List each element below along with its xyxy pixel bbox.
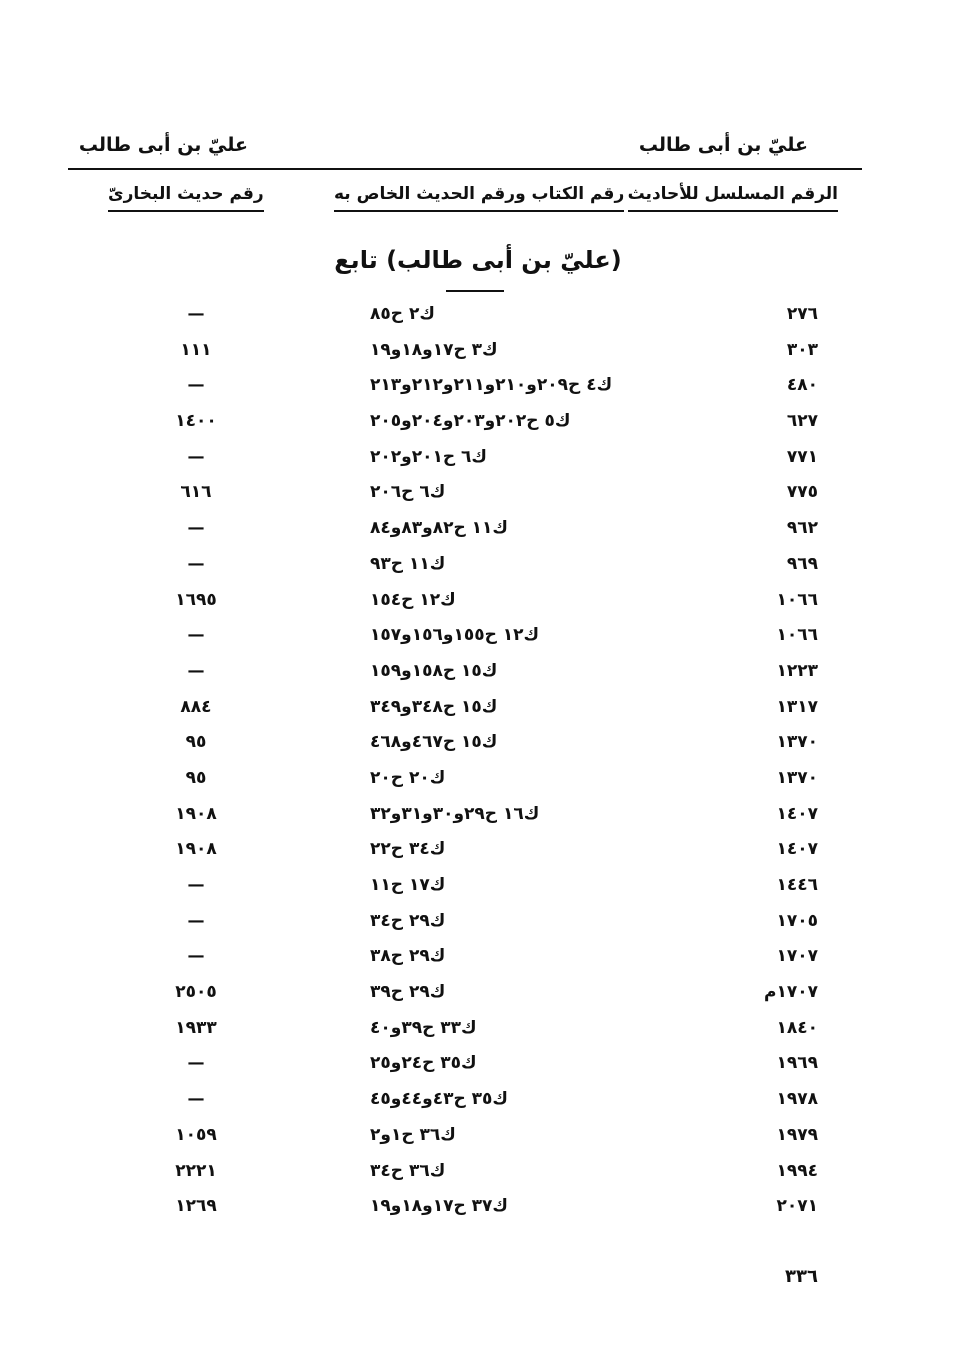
table-row <box>0 1083 956 1119</box>
running-head-right: عليّ بن أبى طالب <box>638 134 808 156</box>
table-row <box>0 512 956 548</box>
book-ref-cell: ك١١ ح٩٣ <box>370 553 446 574</box>
table-row <box>0 334 956 370</box>
book-ref-cell: ك٣٧ ح١٧و١٨و١٩ <box>370 1196 508 1217</box>
serial-cell: ١٩٩٤ <box>776 1160 818 1181</box>
serial-cell: ١٤٠٧ <box>776 839 818 860</box>
table-row <box>0 1119 956 1155</box>
book-ref-cell: ك١٧ ح١١ <box>370 875 446 895</box>
bukhari-cell: — <box>187 375 205 396</box>
table-row <box>0 940 956 976</box>
table-row <box>0 833 956 869</box>
bukhari-cell: — <box>187 625 205 646</box>
table-row <box>0 1190 956 1226</box>
serial-cell: ١٤٠٧ <box>776 803 818 824</box>
book-ref-cell: ك١٢ ح١٥٤ <box>370 589 456 610</box>
bukhari-cell: — <box>187 304 205 324</box>
running-head-left: عليّ بن أبى طالب <box>78 134 248 156</box>
book-ref-cell: ك١٥ ح٤٦٧و٤٦٨ <box>370 732 498 753</box>
bukhari-cell: — <box>187 553 205 574</box>
table-row <box>0 619 956 655</box>
column-header-bukhari: رقم حديث البخارىّ <box>108 184 264 212</box>
serial-cell: ٢٧٦ <box>786 304 818 324</box>
table-row <box>0 798 956 834</box>
serial-cell: ١٨٤٠ <box>776 1017 818 1038</box>
bukhari-cell: ٩٥ <box>185 732 207 753</box>
table-row <box>0 548 956 584</box>
book-ref-cell: ك٢٩ ح٣٤ <box>370 910 446 931</box>
bukhari-cell: — <box>187 660 205 681</box>
bukhari-cell: ١٢٦٩ <box>175 1196 217 1217</box>
serial-cell: ٣٠٣ <box>786 339 818 360</box>
serial-cell: ٦٢٧ <box>786 411 818 432</box>
table-row <box>0 905 956 941</box>
section-title-underline <box>446 290 504 292</box>
serial-cell: ٧٧٥ <box>786 482 818 503</box>
book-ref-cell: ك١٦ ح٢٩و٣٠و٣١و٣٢ <box>370 803 540 824</box>
bukhari-cell: — <box>187 446 205 467</box>
serial-cell: ٧٧١ <box>786 446 818 467</box>
table-row <box>0 1155 956 1191</box>
book-ref-cell: ك١٥ ح٣٤٨و٣٤٩ <box>370 696 498 717</box>
table-row <box>0 441 956 477</box>
book-ref-cell: ك٢٩ ح٣٩ <box>370 982 446 1003</box>
bukhari-cell: ٢٥٠٥ <box>175 982 217 1003</box>
hadith-table <box>0 298 956 1226</box>
bukhari-cell: — <box>187 518 205 539</box>
bukhari-cell: — <box>187 1053 205 1074</box>
bukhari-cell: — <box>187 875 205 895</box>
book-ref-cell: ك٢ ح٨٥ <box>370 304 435 324</box>
table-row <box>0 976 956 1012</box>
book-ref-cell: ك١٢ ح١٥٥و١٥٦و١٥٧ <box>370 625 540 646</box>
book-ref-cell: ك٢٩ ح٣٨ <box>370 946 446 967</box>
bukhari-cell: ٩٥ <box>185 767 207 788</box>
bukhari-cell: ١٠٥٩ <box>175 1124 217 1145</box>
bukhari-cell: ٨٨٤ <box>180 696 212 717</box>
page-number: ٣٣٦ <box>785 1266 818 1287</box>
table-row <box>0 655 956 691</box>
table-row <box>0 762 956 798</box>
serial-cell: ١٤٤٦ <box>776 875 818 895</box>
bukhari-cell: — <box>187 1089 205 1110</box>
serial-cell: ٢٠٧١ <box>776 1196 818 1217</box>
table-row <box>0 869 956 905</box>
bukhari-cell: ١٩٠٨ <box>175 803 217 824</box>
serial-cell: ١٣١٧ <box>776 696 818 717</box>
book-ref-cell: ك٢٠ ح٢٠ <box>370 767 446 788</box>
bukhari-cell: ١٩٣٣ <box>175 1017 217 1038</box>
book-ref-cell: ك٣٥ ح٢٤و٢٥ <box>370 1053 477 1074</box>
column-header-serial: الرقم المسلسل للأحاديث <box>628 184 838 212</box>
table-row <box>0 726 956 762</box>
book-ref-cell: ك٣٥ ح٤٣و٤٤و٤٥ <box>370 1089 508 1110</box>
table-row <box>0 1012 956 1048</box>
book-ref-cell: ك٤ ح٢٠٩و٢١٠و٢١١و٢١٢و٢١٣ <box>370 375 613 396</box>
book-ref-cell: ك٣ ح١٧و١٨و١٩ <box>370 339 498 360</box>
serial-cell: ١٠٦٦ <box>776 589 818 610</box>
book-ref-cell: ك٣٤ ح٢٢ <box>370 839 446 860</box>
table-row <box>0 298 956 334</box>
bukhari-cell: ١٦٩٥ <box>175 589 217 610</box>
book-ref-cell: ك٣٦ ح١و٢ <box>370 1124 456 1145</box>
book-ref-cell: ك١٥ ح١٥٨و١٥٩ <box>370 660 498 681</box>
table-row <box>0 584 956 620</box>
serial-cell: ١٧٠٧م <box>764 982 818 1003</box>
book-ref-cell: ك١١ ح٨٢و٨٣و٨٤ <box>370 518 508 539</box>
book-ref-cell: ك٥ ح٢٠٢و٢٠٣و٢٠٤و٢٠٥ <box>370 411 571 432</box>
serial-cell: ٩٦٢ <box>786 518 818 539</box>
serial-cell: ٩٦٩ <box>786 553 818 574</box>
bukhari-cell: ١٤٠٠ <box>175 411 217 432</box>
bukhari-cell: — <box>187 946 205 967</box>
serial-cell: ١٣٧٠ <box>776 767 818 788</box>
column-header-book-ref: رقم الكتاب ورقم الحديث الخاص به <box>334 184 624 212</box>
serial-cell: ١٩٧٨ <box>776 1089 818 1110</box>
table-row <box>0 405 956 441</box>
serial-cell: ١٠٦٦ <box>776 625 818 646</box>
serial-cell: ٤٨٠ <box>786 375 818 396</box>
section-title: (عليّ بن أبى طالب) تابع <box>334 246 622 274</box>
serial-cell: ١٢٢٣ <box>776 660 818 681</box>
bukhari-cell: ٢٢٢١ <box>175 1160 217 1181</box>
bukhari-cell: ١٩٠٨ <box>175 839 217 860</box>
serial-cell: ١٧٠٧ <box>776 946 818 967</box>
table-row <box>0 691 956 727</box>
header-rule <box>68 168 862 170</box>
book-ref-cell: ك٣٣ ح٣٩و٤٠ <box>370 1017 477 1038</box>
table-row <box>0 1047 956 1083</box>
serial-cell: ١٩٧٩ <box>776 1124 818 1145</box>
book-ref-cell: ك٣٦ ح٣٤ <box>370 1160 446 1181</box>
book-ref-cell: ك٦ ح٢٠٦ <box>370 482 446 503</box>
table-row <box>0 476 956 512</box>
serial-cell: ١٧٠٥ <box>776 910 818 931</box>
bukhari-cell: ١١١ <box>180 339 212 360</box>
table-row <box>0 369 956 405</box>
serial-cell: ١٩٦٩ <box>776 1053 818 1074</box>
bukhari-cell: ٦١٦ <box>180 482 212 503</box>
bukhari-cell: — <box>187 910 205 931</box>
book-ref-cell: ك٦ ح٢٠١و٢٠٢ <box>370 446 488 467</box>
serial-cell: ١٣٧٠ <box>776 732 818 753</box>
